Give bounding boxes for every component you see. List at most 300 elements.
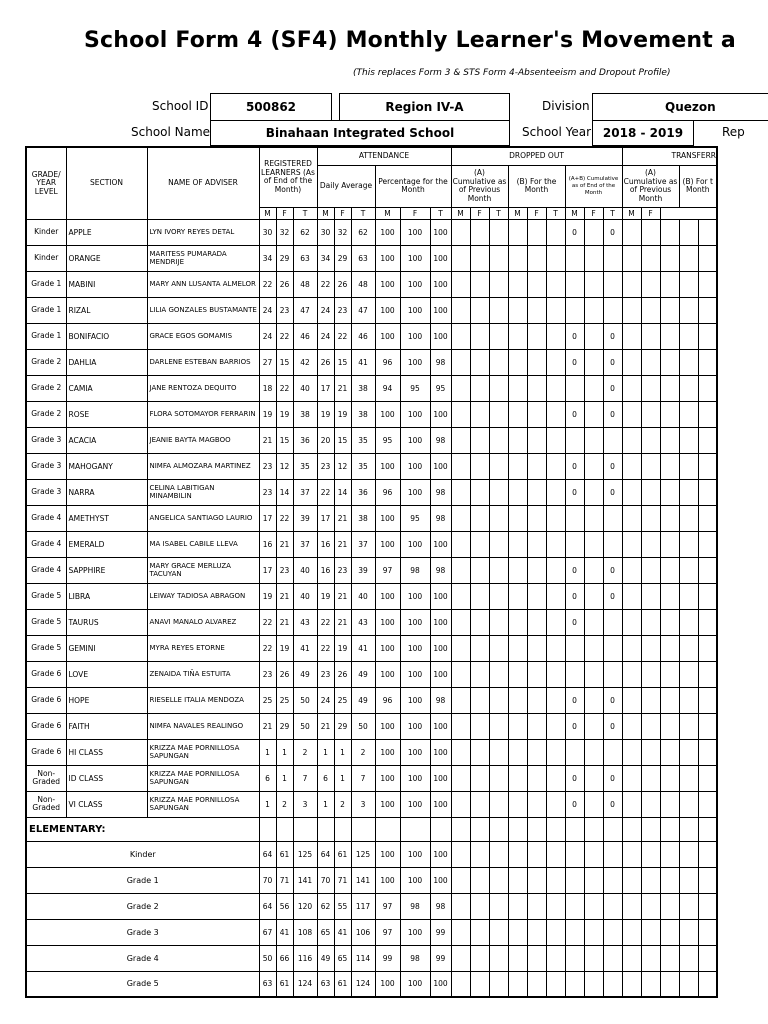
movement-entry-cell[interactable] (508, 919, 527, 945)
movement-entry-cell[interactable] (565, 841, 584, 867)
dropped-entry-cell[interactable] (489, 687, 508, 713)
movement-entry-cell[interactable] (584, 919, 603, 945)
transferred-entry-cell[interactable] (660, 791, 679, 817)
movement-entry-cell[interactable] (679, 971, 698, 997)
transferred-entry-cell[interactable] (622, 323, 641, 349)
transferred-entry-cell[interactable] (698, 531, 717, 557)
dropped-entry-cell[interactable] (451, 479, 470, 505)
dropped-entry-cell[interactable] (470, 739, 489, 765)
transferred-entry-cell[interactable] (622, 687, 641, 713)
dropped-entry-cell[interactable] (451, 297, 470, 323)
dropped-entry-cell[interactable] (508, 765, 527, 791)
dropped-entry-cell[interactable] (546, 635, 565, 661)
transferred-entry-cell[interactable] (641, 479, 660, 505)
movement-entry-cell[interactable] (565, 893, 584, 919)
dropped-entry-cell[interactable] (546, 583, 565, 609)
dropped-entry-cell[interactable] (527, 297, 546, 323)
dropped-entry-cell[interactable] (489, 739, 508, 765)
transferred-entry-cell[interactable] (660, 271, 679, 297)
transferred-entry-cell[interactable] (622, 635, 641, 661)
movement-entry-cell[interactable] (641, 867, 660, 893)
movement-entry-cell[interactable] (603, 919, 622, 945)
dropped-entry-cell[interactable] (508, 713, 527, 739)
transferred-entry-cell[interactable] (679, 323, 698, 349)
dropped-entry-cell[interactable] (470, 661, 489, 687)
dropped-entry-cell[interactable] (508, 739, 527, 765)
movement-entry-cell[interactable] (508, 841, 527, 867)
dropped-entry-cell[interactable] (451, 739, 470, 765)
dropped-entry-cell[interactable] (546, 349, 565, 375)
movement-entry-cell[interactable] (565, 971, 584, 997)
dropped-cum-end-f-cell[interactable] (584, 245, 603, 271)
transferred-entry-cell[interactable] (679, 557, 698, 583)
transferred-entry-cell[interactable] (641, 557, 660, 583)
transferred-entry-cell[interactable] (679, 297, 698, 323)
dropped-entry-cell[interactable] (470, 219, 489, 245)
movement-entry-cell[interactable] (679, 945, 698, 971)
transferred-entry-cell[interactable] (698, 765, 717, 791)
dropped-entry-cell[interactable] (508, 401, 527, 427)
transferred-entry-cell[interactable] (622, 401, 641, 427)
dropped-entry-cell[interactable] (546, 557, 565, 583)
transferred-entry-cell[interactable] (698, 271, 717, 297)
dropped-entry-cell[interactable] (451, 661, 470, 687)
dropped-entry-cell[interactable] (451, 375, 470, 401)
dropped-entry-cell[interactable] (489, 453, 508, 479)
transferred-entry-cell[interactable] (641, 427, 660, 453)
movement-entry-cell[interactable] (641, 945, 660, 971)
transferred-entry-cell[interactable] (679, 765, 698, 791)
dropped-entry-cell[interactable] (546, 791, 565, 817)
transferred-entry-cell[interactable] (641, 583, 660, 609)
dropped-cum-end-f-cell[interactable] (584, 531, 603, 557)
transferred-entry-cell[interactable] (679, 245, 698, 271)
movement-entry-cell[interactable] (527, 919, 546, 945)
dropped-entry-cell[interactable] (451, 791, 470, 817)
division-field[interactable]: Quezon (592, 93, 768, 121)
dropped-entry-cell[interactable] (451, 713, 470, 739)
movement-entry-cell[interactable] (641, 893, 660, 919)
movement-entry-cell[interactable] (489, 945, 508, 971)
transferred-entry-cell[interactable] (698, 323, 717, 349)
movement-entry-cell[interactable] (679, 841, 698, 867)
transferred-entry-cell[interactable] (660, 739, 679, 765)
movement-entry-cell[interactable] (451, 919, 470, 945)
transferred-entry-cell[interactable] (679, 635, 698, 661)
movement-entry-cell[interactable] (470, 945, 489, 971)
dropped-cum-end-f-cell[interactable] (584, 661, 603, 687)
dropped-entry-cell[interactable] (451, 271, 470, 297)
dropped-entry-cell[interactable] (546, 401, 565, 427)
dropped-entry-cell[interactable] (546, 297, 565, 323)
movement-entry-cell[interactable] (698, 971, 717, 997)
dropped-entry-cell[interactable] (508, 583, 527, 609)
movement-entry-cell[interactable] (622, 841, 641, 867)
dropped-entry-cell[interactable] (470, 297, 489, 323)
movement-entry-cell[interactable] (489, 971, 508, 997)
dropped-cum-end-f-cell[interactable] (584, 297, 603, 323)
transferred-entry-cell[interactable] (698, 791, 717, 817)
transferred-entry-cell[interactable] (641, 349, 660, 375)
transferred-entry-cell[interactable] (660, 479, 679, 505)
dropped-entry-cell[interactable] (451, 583, 470, 609)
dropped-entry-cell[interactable] (527, 271, 546, 297)
movement-entry-cell[interactable] (603, 971, 622, 997)
dropped-entry-cell[interactable] (451, 219, 470, 245)
transferred-entry-cell[interactable] (698, 713, 717, 739)
dropped-entry-cell[interactable] (546, 609, 565, 635)
dropped-cum-end-f-cell[interactable] (584, 765, 603, 791)
movement-entry-cell[interactable] (527, 867, 546, 893)
transferred-entry-cell[interactable] (660, 219, 679, 245)
dropped-entry-cell[interactable] (508, 245, 527, 271)
transferred-entry-cell[interactable] (622, 349, 641, 375)
transferred-entry-cell[interactable] (622, 609, 641, 635)
dropped-cum-end-f-cell[interactable] (584, 349, 603, 375)
dropped-entry-cell[interactable] (527, 375, 546, 401)
dropped-entry-cell[interactable] (451, 245, 470, 271)
transferred-entry-cell[interactable] (679, 583, 698, 609)
transferred-entry-cell[interactable] (698, 635, 717, 661)
dropped-cum-end-f-cell[interactable] (584, 635, 603, 661)
transferred-entry-cell[interactable] (698, 609, 717, 635)
dropped-entry-cell[interactable] (470, 791, 489, 817)
transferred-entry-cell[interactable] (679, 375, 698, 401)
dropped-cum-end-f-cell[interactable] (584, 609, 603, 635)
transferred-entry-cell[interactable] (641, 661, 660, 687)
dropped-entry-cell[interactable] (546, 271, 565, 297)
dropped-entry-cell[interactable] (527, 505, 546, 531)
school-id-field[interactable]: 500862 (210, 93, 332, 121)
movement-entry-cell[interactable] (508, 945, 527, 971)
dropped-entry-cell[interactable] (508, 687, 527, 713)
dropped-entry-cell[interactable] (508, 479, 527, 505)
transferred-entry-cell[interactable] (679, 401, 698, 427)
dropped-entry-cell[interactable] (489, 713, 508, 739)
movement-entry-cell[interactable] (679, 893, 698, 919)
transferred-entry-cell[interactable] (641, 297, 660, 323)
dropped-entry-cell[interactable] (527, 609, 546, 635)
transferred-entry-cell[interactable] (698, 739, 717, 765)
transferred-entry-cell[interactable] (622, 219, 641, 245)
dropped-entry-cell[interactable] (489, 401, 508, 427)
transferred-entry-cell[interactable] (660, 635, 679, 661)
dropped-entry-cell[interactable] (527, 713, 546, 739)
movement-entry-cell[interactable] (698, 841, 717, 867)
transferred-entry-cell[interactable] (679, 453, 698, 479)
dropped-cum-end-f-cell[interactable] (584, 739, 603, 765)
transferred-entry-cell[interactable] (679, 791, 698, 817)
transferred-entry-cell[interactable] (622, 583, 641, 609)
dropped-entry-cell[interactable] (451, 765, 470, 791)
movement-entry-cell[interactable] (660, 919, 679, 945)
transferred-entry-cell[interactable] (622, 271, 641, 297)
school-year-field[interactable]: 2018 - 2019 (592, 120, 694, 146)
movement-entry-cell[interactable] (470, 867, 489, 893)
movement-entry-cell[interactable] (622, 893, 641, 919)
dropped-entry-cell[interactable] (546, 375, 565, 401)
transferred-entry-cell[interactable] (698, 245, 717, 271)
transferred-entry-cell[interactable] (660, 245, 679, 271)
transferred-entry-cell[interactable] (641, 609, 660, 635)
dropped-entry-cell[interactable] (489, 583, 508, 609)
dropped-entry-cell[interactable] (527, 245, 546, 271)
movement-entry-cell[interactable] (451, 971, 470, 997)
movement-entry-cell[interactable] (584, 971, 603, 997)
dropped-cum-end-f-cell[interactable] (584, 505, 603, 531)
dropped-entry-cell[interactable] (546, 505, 565, 531)
movement-entry-cell[interactable] (470, 893, 489, 919)
movement-entry-cell[interactable] (622, 971, 641, 997)
movement-entry-cell[interactable] (546, 919, 565, 945)
dropped-entry-cell[interactable] (489, 635, 508, 661)
movement-entry-cell[interactable] (527, 893, 546, 919)
dropped-entry-cell[interactable] (470, 479, 489, 505)
transferred-entry-cell[interactable] (641, 765, 660, 791)
transferred-entry-cell[interactable] (698, 297, 717, 323)
movement-entry-cell[interactable] (546, 945, 565, 971)
movement-entry-cell[interactable] (660, 893, 679, 919)
dropped-entry-cell[interactable] (508, 297, 527, 323)
dropped-entry-cell[interactable] (451, 505, 470, 531)
transferred-entry-cell[interactable] (679, 531, 698, 557)
dropped-entry-cell[interactable] (451, 609, 470, 635)
movement-entry-cell[interactable] (584, 945, 603, 971)
movement-entry-cell[interactable] (565, 867, 584, 893)
dropped-entry-cell[interactable] (546, 219, 565, 245)
movement-entry-cell[interactable] (603, 893, 622, 919)
dropped-entry-cell[interactable] (489, 479, 508, 505)
movement-entry-cell[interactable] (451, 867, 470, 893)
dropped-entry-cell[interactable] (451, 687, 470, 713)
transferred-entry-cell[interactable] (698, 375, 717, 401)
transferred-entry-cell[interactable] (622, 765, 641, 791)
movement-entry-cell[interactable] (603, 945, 622, 971)
movement-entry-cell[interactable] (546, 867, 565, 893)
dropped-entry-cell[interactable] (470, 557, 489, 583)
transferred-entry-cell[interactable] (660, 453, 679, 479)
dropped-entry-cell[interactable] (546, 765, 565, 791)
dropped-cum-end-f-cell[interactable] (584, 713, 603, 739)
movement-entry-cell[interactable] (489, 893, 508, 919)
movement-entry-cell[interactable] (641, 841, 660, 867)
school-name-field[interactable]: Binahaan Integrated School (210, 120, 510, 146)
movement-entry-cell[interactable] (489, 867, 508, 893)
transferred-entry-cell[interactable] (660, 713, 679, 739)
dropped-entry-cell[interactable] (489, 219, 508, 245)
movement-entry-cell[interactable] (698, 867, 717, 893)
transferred-entry-cell[interactable] (698, 427, 717, 453)
movement-entry-cell[interactable] (508, 867, 527, 893)
dropped-entry-cell[interactable] (470, 245, 489, 271)
dropped-entry-cell[interactable] (508, 219, 527, 245)
movement-entry-cell[interactable] (451, 893, 470, 919)
transferred-entry-cell[interactable] (641, 713, 660, 739)
transferred-entry-cell[interactable] (641, 219, 660, 245)
movement-entry-cell[interactable] (622, 945, 641, 971)
transferred-entry-cell[interactable] (679, 271, 698, 297)
dropped-entry-cell[interactable] (489, 375, 508, 401)
dropped-entry-cell[interactable] (527, 765, 546, 791)
dropped-entry-cell[interactable] (451, 401, 470, 427)
transferred-entry-cell[interactable] (660, 323, 679, 349)
dropped-cum-end-f-cell[interactable] (584, 479, 603, 505)
transferred-entry-cell[interactable] (641, 531, 660, 557)
transferred-entry-cell[interactable] (660, 427, 679, 453)
transferred-entry-cell[interactable] (698, 505, 717, 531)
dropped-cum-end-f-cell[interactable] (584, 557, 603, 583)
movement-entry-cell[interactable] (622, 919, 641, 945)
transferred-entry-cell[interactable] (679, 687, 698, 713)
dropped-entry-cell[interactable] (508, 349, 527, 375)
transferred-entry-cell[interactable] (641, 323, 660, 349)
movement-entry-cell[interactable] (546, 841, 565, 867)
transferred-entry-cell[interactable] (698, 661, 717, 687)
transferred-entry-cell[interactable] (622, 427, 641, 453)
dropped-entry-cell[interactable] (527, 401, 546, 427)
movement-entry-cell[interactable] (527, 841, 546, 867)
dropped-entry-cell[interactable] (489, 427, 508, 453)
dropped-entry-cell[interactable] (489, 245, 508, 271)
dropped-entry-cell[interactable] (470, 271, 489, 297)
transferred-entry-cell[interactable] (622, 791, 641, 817)
movement-entry-cell[interactable] (660, 841, 679, 867)
dropped-entry-cell[interactable] (451, 453, 470, 479)
transferred-entry-cell[interactable] (660, 505, 679, 531)
dropped-entry-cell[interactable] (451, 557, 470, 583)
transferred-entry-cell[interactable] (641, 791, 660, 817)
dropped-cum-end-f-cell[interactable] (584, 687, 603, 713)
movement-entry-cell[interactable] (470, 971, 489, 997)
dropped-entry-cell[interactable] (470, 375, 489, 401)
transferred-entry-cell[interactable] (679, 713, 698, 739)
movement-entry-cell[interactable] (470, 919, 489, 945)
dropped-cum-end-f-cell[interactable] (584, 791, 603, 817)
movement-entry-cell[interactable] (679, 919, 698, 945)
dropped-cum-end-f-cell[interactable] (584, 375, 603, 401)
dropped-entry-cell[interactable] (527, 583, 546, 609)
transferred-entry-cell[interactable] (679, 349, 698, 375)
movement-entry-cell[interactable] (527, 971, 546, 997)
dropped-cum-end-f-cell[interactable] (584, 323, 603, 349)
movement-entry-cell[interactable] (603, 841, 622, 867)
transferred-entry-cell[interactable] (622, 297, 641, 323)
transferred-entry-cell[interactable] (660, 557, 679, 583)
movement-entry-cell[interactable] (698, 893, 717, 919)
dropped-cum-end-f-cell[interactable] (584, 271, 603, 297)
dropped-entry-cell[interactable] (489, 661, 508, 687)
transferred-entry-cell[interactable] (622, 453, 641, 479)
movement-entry-cell[interactable] (451, 945, 470, 971)
transferred-entry-cell[interactable] (641, 739, 660, 765)
transferred-entry-cell[interactable] (641, 401, 660, 427)
movement-entry-cell[interactable] (698, 945, 717, 971)
dropped-entry-cell[interactable] (489, 791, 508, 817)
dropped-entry-cell[interactable] (470, 687, 489, 713)
dropped-entry-cell[interactable] (451, 531, 470, 557)
transferred-entry-cell[interactable] (641, 245, 660, 271)
transferred-entry-cell[interactable] (622, 557, 641, 583)
movement-entry-cell[interactable] (584, 841, 603, 867)
movement-entry-cell[interactable] (660, 971, 679, 997)
movement-entry-cell[interactable] (508, 971, 527, 997)
movement-entry-cell[interactable] (470, 841, 489, 867)
dropped-entry-cell[interactable] (527, 219, 546, 245)
movement-entry-cell[interactable] (660, 945, 679, 971)
movement-entry-cell[interactable] (565, 919, 584, 945)
dropped-entry-cell[interactable] (508, 791, 527, 817)
dropped-entry-cell[interactable] (527, 479, 546, 505)
dropped-entry-cell[interactable] (546, 453, 565, 479)
dropped-entry-cell[interactable] (489, 557, 508, 583)
dropped-cum-end-f-cell[interactable] (584, 583, 603, 609)
transferred-entry-cell[interactable] (698, 401, 717, 427)
movement-entry-cell[interactable] (660, 867, 679, 893)
dropped-cum-end-f-cell[interactable] (584, 427, 603, 453)
dropped-entry-cell[interactable] (527, 323, 546, 349)
transferred-entry-cell[interactable] (698, 687, 717, 713)
movement-entry-cell[interactable] (698, 919, 717, 945)
dropped-entry-cell[interactable] (489, 609, 508, 635)
dropped-entry-cell[interactable] (508, 609, 527, 635)
transferred-entry-cell[interactable] (622, 661, 641, 687)
dropped-entry-cell[interactable] (527, 791, 546, 817)
dropped-entry-cell[interactable] (546, 323, 565, 349)
transferred-entry-cell[interactable] (698, 557, 717, 583)
dropped-entry-cell[interactable] (470, 505, 489, 531)
transferred-entry-cell[interactable] (698, 453, 717, 479)
transferred-entry-cell[interactable] (679, 505, 698, 531)
movement-entry-cell[interactable] (622, 867, 641, 893)
transferred-entry-cell[interactable] (641, 635, 660, 661)
dropped-entry-cell[interactable] (489, 765, 508, 791)
dropped-entry-cell[interactable] (470, 635, 489, 661)
transferred-entry-cell[interactable] (622, 245, 641, 271)
dropped-entry-cell[interactable] (546, 531, 565, 557)
dropped-entry-cell[interactable] (546, 687, 565, 713)
dropped-entry-cell[interactable] (508, 505, 527, 531)
dropped-entry-cell[interactable] (489, 323, 508, 349)
transferred-entry-cell[interactable] (622, 739, 641, 765)
transferred-entry-cell[interactable] (698, 349, 717, 375)
dropped-entry-cell[interactable] (546, 661, 565, 687)
transferred-entry-cell[interactable] (698, 583, 717, 609)
movement-entry-cell[interactable] (679, 867, 698, 893)
dropped-entry-cell[interactable] (527, 557, 546, 583)
dropped-entry-cell[interactable] (527, 349, 546, 375)
transferred-entry-cell[interactable] (622, 531, 641, 557)
dropped-entry-cell[interactable] (451, 349, 470, 375)
dropped-entry-cell[interactable] (470, 531, 489, 557)
dropped-entry-cell[interactable] (489, 505, 508, 531)
dropped-entry-cell[interactable] (451, 427, 470, 453)
dropped-entry-cell[interactable] (508, 557, 527, 583)
dropped-entry-cell[interactable] (470, 609, 489, 635)
transferred-entry-cell[interactable] (660, 531, 679, 557)
transferred-entry-cell[interactable] (679, 609, 698, 635)
dropped-entry-cell[interactable] (470, 349, 489, 375)
dropped-entry-cell[interactable] (489, 297, 508, 323)
transferred-entry-cell[interactable] (660, 401, 679, 427)
movement-entry-cell[interactable] (489, 841, 508, 867)
dropped-entry-cell[interactable] (470, 583, 489, 609)
dropped-entry-cell[interactable] (508, 271, 527, 297)
dropped-entry-cell[interactable] (508, 427, 527, 453)
dropped-entry-cell[interactable] (508, 323, 527, 349)
movement-entry-cell[interactable] (584, 867, 603, 893)
dropped-entry-cell[interactable] (470, 401, 489, 427)
dropped-entry-cell[interactable] (546, 427, 565, 453)
